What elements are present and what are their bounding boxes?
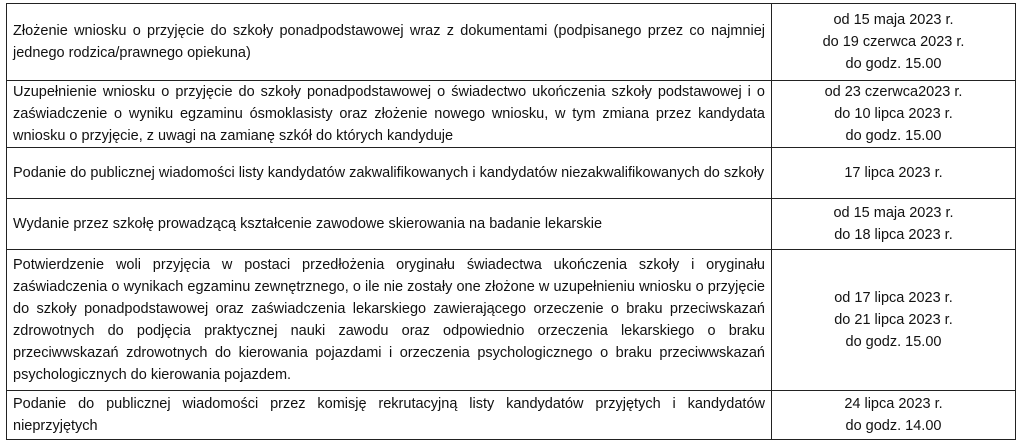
date-line: do 18 lipca 2023 r. <box>834 227 953 243</box>
table-row <box>7 148 1016 199</box>
date-line: od 23 czerwca2023 r. <box>824 84 963 100</box>
stage-description: Wydanie przez szkołę prowadzącą kształcenie zawodowe skierowania na badanie lekarskie <box>7 199 772 250</box>
date-line: 24 lipca 2023 r. <box>844 396 943 412</box>
date-line: do godz. 15.00 <box>845 128 942 144</box>
table-row <box>7 391 1016 440</box>
stage-dates <box>772 250 1016 391</box>
table-row <box>7 81 1016 148</box>
date-line: do 10 lipca 2023 r. <box>834 106 953 122</box>
table-row <box>7 4 1016 81</box>
stage-description: Podanie do publicznej wiadomości listy kandydatów zakwalifikowanych i kandydatów niezakwalifikowanych do szkoły <box>7 148 772 199</box>
stage-description: Uzupełnienie wniosku o przyjęcie do szkoły ponadpodstawowej o świadectwo ukończenia szkoły podstawowej i o zaświadczenie o wyniku egzaminu ósmoklasisty oraz złożenie nowego wniosku, w tym zmiana przez kandydata wniosku o przyjęcie, z uwagi na zamianę szkół do których kandyduje <box>7 81 772 148</box>
stage-description: Potwierdzenie woli przyjęcia w postaci przedłożenia oryginału świadectwa ukończenia szkoły i oryginału zaświadczenia o wynikach egzaminu zewnętrznego, o ile nie zostały one złożone w uzupełnieniu wniosku o przyjęcie do szkoły ponadpodstawowej oraz zaświadczenia lekarskiego zawierającego orzeczenie o braku przeciwskazań zdrowotnych do podjęcia praktycznej nauki zawodu oraz odpowiednio orzeczenia lekarskiego o braku przeciwwskazań zdrowotnych do kierowania pojazdami i orzeczenia psychologicznego o braku przeciwwskazań psychologicznych do kierowania pojazdem. <box>7 250 772 391</box>
stage-dates <box>772 391 1016 440</box>
date-line: do godz. 15.00 <box>845 56 942 72</box>
stage-dates <box>772 148 1016 199</box>
recruitment-schedule-table <box>6 3 1016 440</box>
date-line: do 19 czerwca 2023 r. <box>822 34 965 50</box>
date-line: od 15 maja 2023 r. <box>833 12 954 28</box>
date-line: do godz. 14.00 <box>845 418 942 434</box>
date-line: 17 lipca 2023 r. <box>844 165 943 181</box>
table-row <box>7 250 1016 391</box>
stage-dates <box>772 81 1016 148</box>
stage-description: Złożenie wniosku o przyjęcie do szkoły ponadpodstawowej wraz z dokumentami (podpisanego przez co najmniej jednego rodzica/prawnego opiekuna) <box>7 4 772 81</box>
date-line: do 21 lipca 2023 r. <box>834 312 953 328</box>
date-line: od 17 lipca 2023 r. <box>834 290 953 306</box>
stage-description: Podanie do publicznej wiadomości przez komisję rekrutacyjną listy kandydatów przyjętych i kandydatów nieprzyjętych <box>7 391 772 440</box>
date-line: od 15 maja 2023 r. <box>833 205 954 221</box>
date-line: do godz. 15.00 <box>845 334 942 350</box>
table-row <box>7 199 1016 250</box>
stage-dates <box>772 4 1016 81</box>
stage-dates <box>772 199 1016 250</box>
